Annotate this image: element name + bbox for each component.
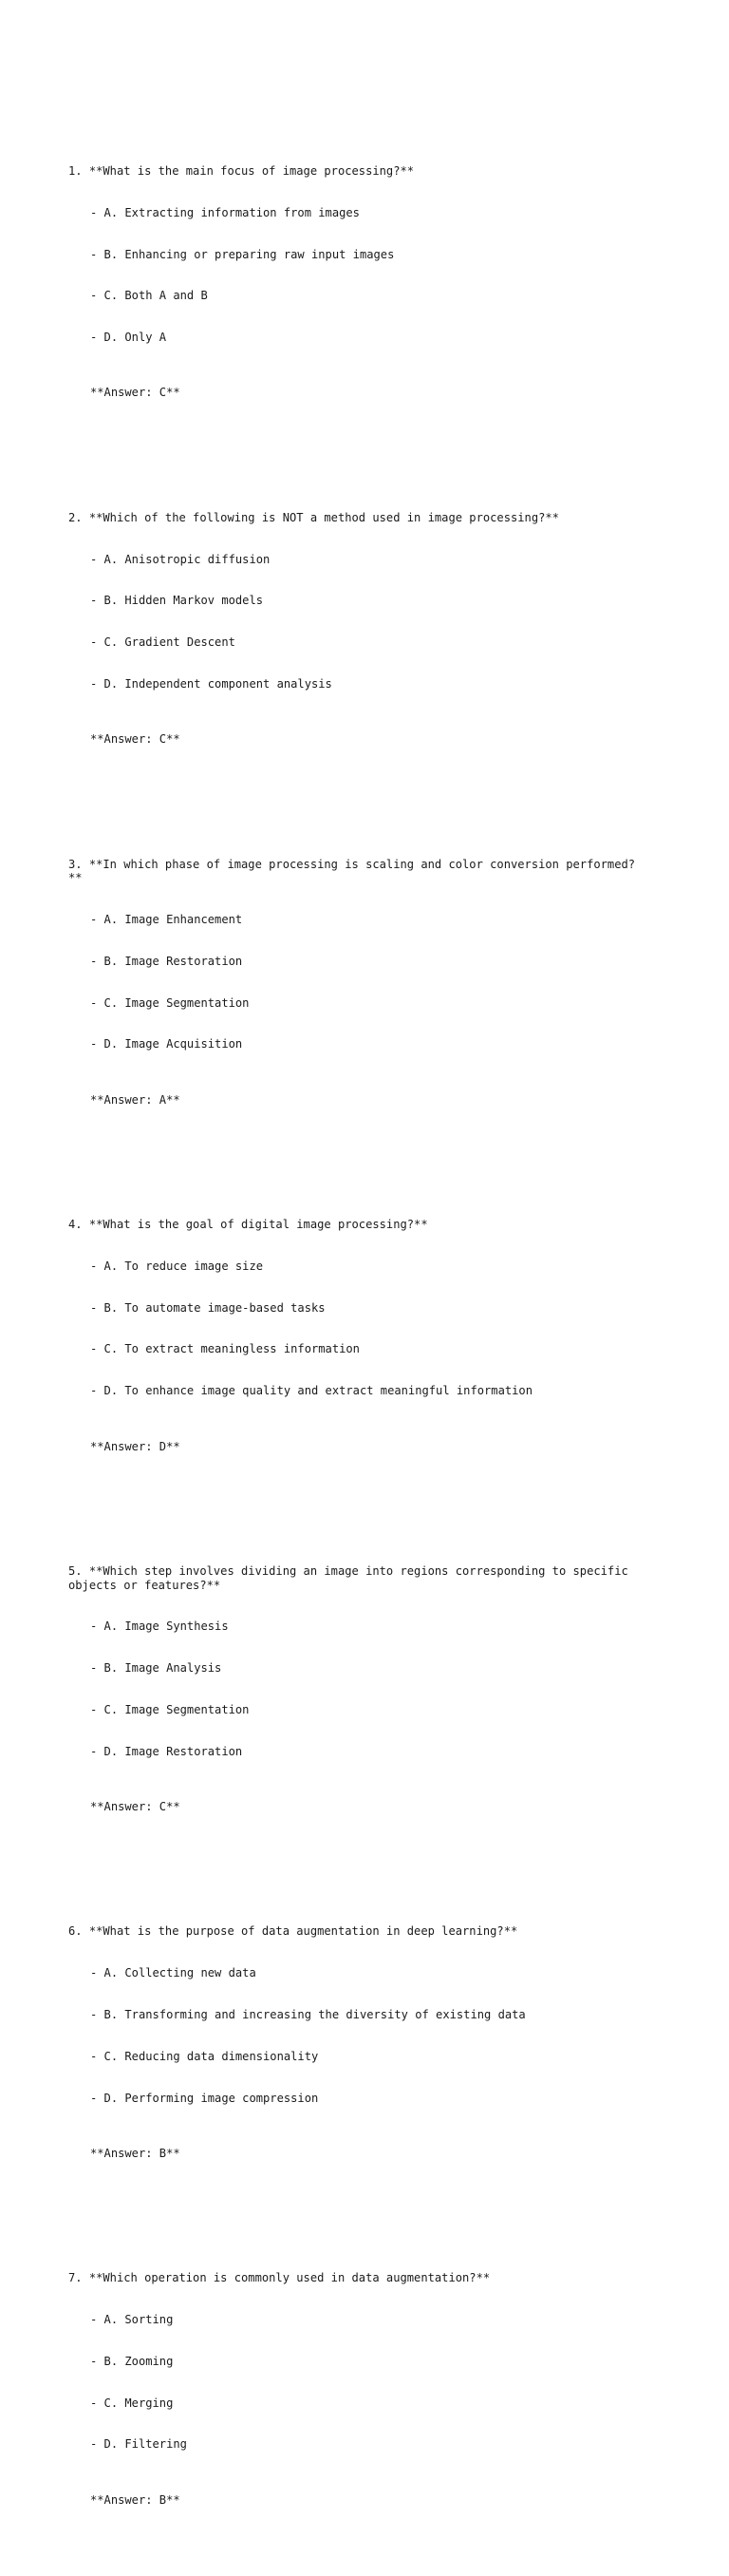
option-b: - B. Image Analysis <box>90 1661 222 1676</box>
option-b: - B. Hidden Markov models <box>90 594 264 608</box>
question-7 <box>68 2244 666 2534</box>
question-3 <box>68 829 666 1134</box>
question-1 <box>68 137 666 427</box>
option-a: - A. Anisotropic diffusion <box>90 552 271 566</box>
option-d: - D. To enhance image quality and extract meaningful information <box>90 1384 533 1398</box>
option-d: - D. Independent component analysis <box>90 676 332 691</box>
answer-line: **Answer: C** <box>90 386 180 400</box>
option-d: - D. Image Acquisition <box>90 1037 243 1051</box>
question-title: 7. **Which operation is commonly used in data augmentation?** <box>68 2271 491 2285</box>
option-a: - A. Extracting information from images <box>90 205 360 219</box>
option-d: - D. Image Restoration <box>90 1744 243 1758</box>
option-a: - A. Collecting new data <box>90 1966 256 1980</box>
option-c: - C. Gradient Descent <box>90 635 235 650</box>
option-c: - C. Reducing data dimensionality <box>90 2049 319 2063</box>
answer-line: **Answer: C** <box>90 1800 180 1814</box>
option-c: - C. Merging <box>90 2396 174 2410</box>
question-title: 1. **What is the main focus of image processing?** <box>68 163 415 178</box>
question-title: 3. **In which phase of image processing is scaling and color conversion performed? ** <box>68 857 636 885</box>
answer-line: **Answer: A** <box>90 1092 180 1107</box>
option-b: - B. To automate image-based tasks <box>90 1300 326 1315</box>
option-b: - B. Transforming and increasing the diversity of existing data <box>90 2007 526 2021</box>
question-2 <box>68 483 666 774</box>
option-c: - C. Image Segmentation <box>90 995 250 1010</box>
question-title: 4. **What is the goal of digital image processing?** <box>68 1218 428 1232</box>
answer-line: **Answer: D** <box>90 1439 180 1453</box>
answer-line: **Answer: B** <box>90 2492 180 2507</box>
quiz-document <box>68 95 666 2576</box>
option-b: - B. Zooming <box>90 2354 174 2368</box>
question-4 <box>68 1190 666 1481</box>
option-c: - C. Both A and B <box>90 289 208 303</box>
question-title: 5. **Which step involves dividing an image into regions corresponding to specific objects or features?** <box>68 1563 628 1592</box>
option-a: - A. Image Synthesis <box>90 1619 229 1634</box>
question-5 <box>68 1537 666 1842</box>
option-d: - D. Performing image compression <box>90 2091 319 2105</box>
answer-line: **Answer: B** <box>90 2146 180 2160</box>
option-a: - A. Image Enhancement <box>90 913 243 927</box>
option-c: - C. To extract meaningless information <box>90 1342 360 1356</box>
question-6 <box>68 1897 666 2188</box>
answer-line: **Answer: C** <box>90 732 180 747</box>
question-title: 2. **Which of the following is NOT a method used in image processing?** <box>68 510 559 524</box>
option-c: - C. Image Segmentation <box>90 1702 250 1716</box>
option-d: - D. Filtering <box>90 2437 187 2452</box>
option-d: - D. Only A <box>90 331 167 345</box>
option-b: - B. Image Restoration <box>90 954 243 968</box>
option-b: - B. Enhancing or preparing raw input images <box>90 247 395 261</box>
question-title: 6. **What is the purpose of data augmentation in deep learning?** <box>68 1924 518 1939</box>
option-a: - A. To reduce image size <box>90 1259 264 1273</box>
option-a: - A. Sorting <box>90 2313 174 2326</box>
